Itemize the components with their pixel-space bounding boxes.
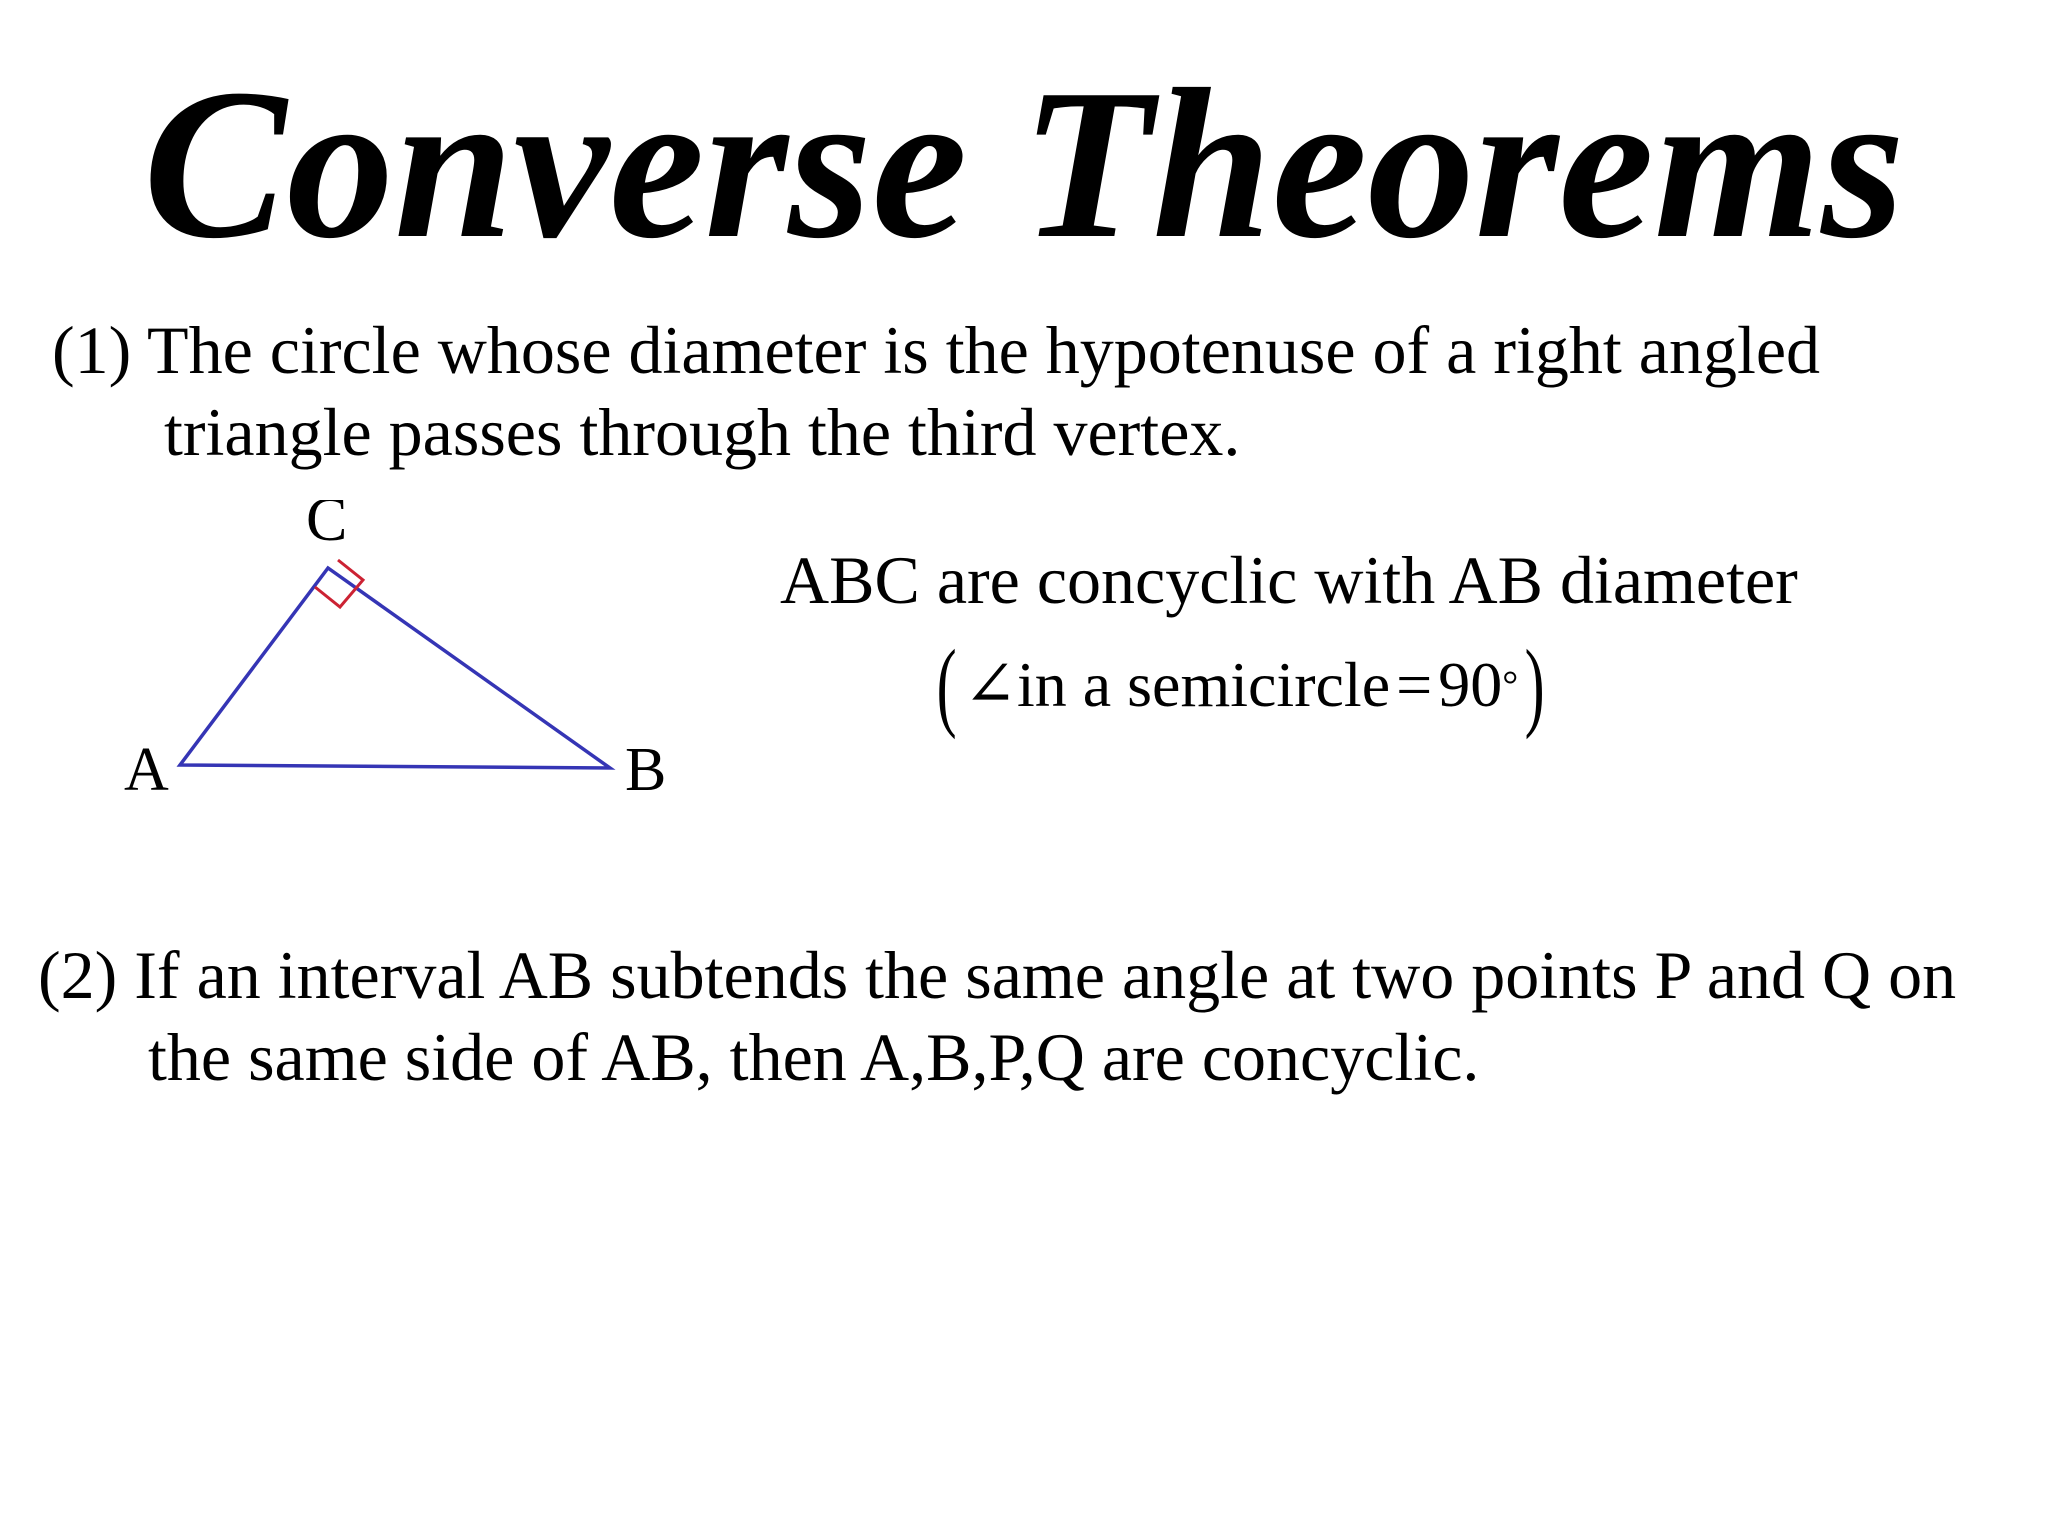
theorem-1-line-2: triangle passes through the third vertex.	[164, 393, 1241, 470]
vertex-label-b: B	[625, 736, 667, 800]
reason-close-paren: )	[1524, 629, 1545, 740]
right-triangle-diagram	[110, 500, 710, 800]
right-angle-marker	[315, 560, 363, 607]
theorem-1-text	[52, 310, 1820, 473]
concyclic-statement: ABC are concyclic with AB diameter	[780, 542, 1798, 618]
theorem-reason	[930, 630, 1552, 740]
theorem-2-text	[38, 935, 1956, 1098]
reason-value: 90	[1438, 649, 1503, 720]
vertex-label-c: C	[306, 500, 348, 554]
theorem-2-line-1: (2) If an interval AB subtends the same angle at two points P and Q on	[38, 937, 1957, 1013]
triangle-abc	[180, 568, 610, 768]
reason-open-paren: (	[936, 629, 957, 740]
theorem-2-line-2: the same side of AB, then A,B,P,Q are concyclic.	[148, 1018, 1480, 1095]
reason-equals: =	[1396, 649, 1433, 720]
slide-title: Converse Theorems	[143, 44, 1905, 283]
degree-symbol: °	[1502, 662, 1519, 707]
angle-symbol: ∠	[963, 649, 1017, 720]
vertex-label-a: A	[124, 736, 169, 800]
reason-text: in a semicircle	[1016, 649, 1391, 720]
theorem-1-line-1: (1) The circle whose diameter is the hypotenuse of a right angled	[52, 312, 1821, 388]
